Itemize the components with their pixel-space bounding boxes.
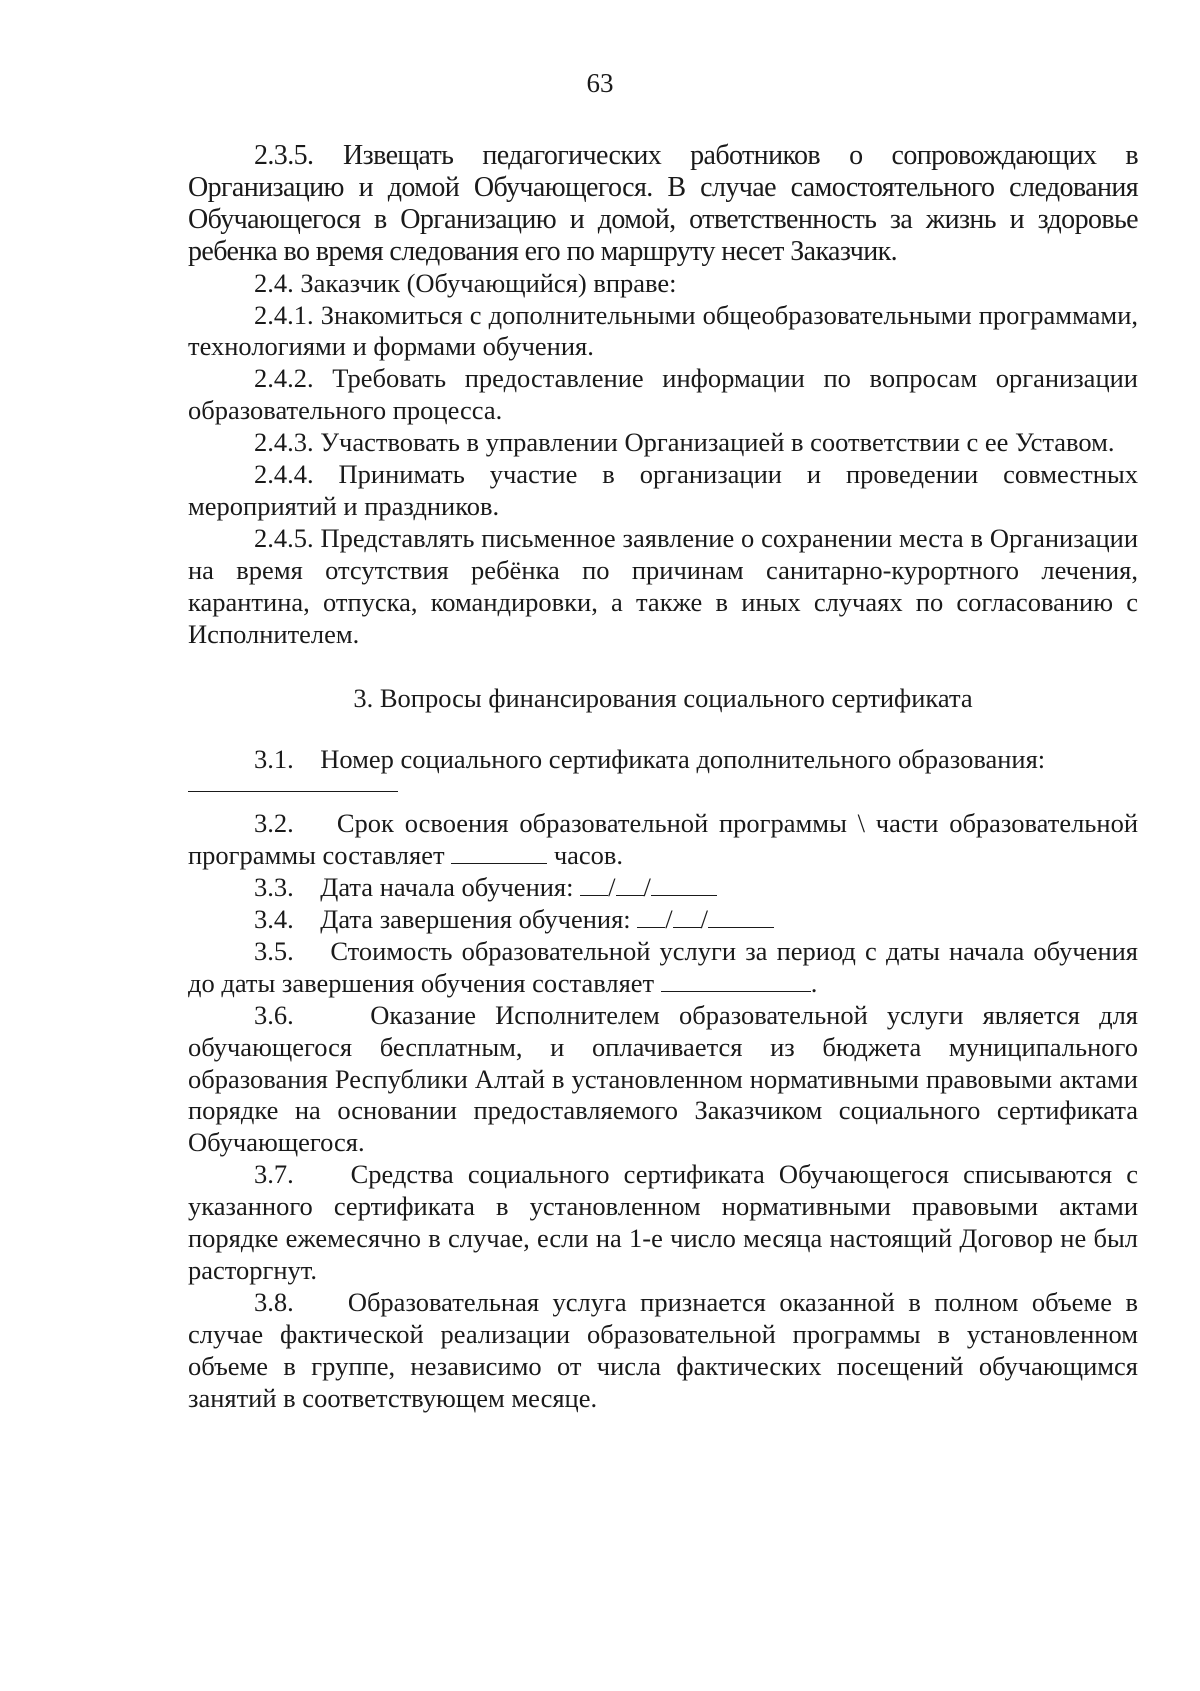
paragraph-number: 2.4.2. <box>254 363 314 394</box>
paragraph-number: 3.3. <box>254 872 294 903</box>
paragraph-number: 3.7. <box>254 1159 294 1190</box>
paragraph-number: 2.4.4. <box>254 459 314 490</box>
paragraph-number: 2.3.5. <box>254 140 314 171</box>
paragraph-3-1 <box>188 744 1138 776</box>
paragraph-text: Дата начала обучения: <box>320 872 574 903</box>
date-separator: / <box>665 904 673 935</box>
paragraph-text: Требовать предоставление информации по вопросам организации образовательного процесса. <box>188 363 1138 426</box>
paragraph-3-4 <box>188 904 1138 936</box>
paragraph-2-4-5 <box>188 523 1138 651</box>
paragraph-2-4-1 <box>188 300 1138 364</box>
date-separator: / <box>608 872 616 903</box>
paragraph-3-6 <box>188 1000 1138 1160</box>
date-separator: / <box>700 904 708 935</box>
paragraph-text: Стоимость образовательной услуги за период с даты начала обучения до даты завершения обучения составляет <box>188 935 1138 998</box>
paragraph-3-5 <box>188 936 1138 1000</box>
paragraph-2-4 <box>188 268 1138 300</box>
hours-blank <box>451 843 547 864</box>
paragraph-3-7 <box>188 1159 1138 1287</box>
year-blank <box>708 907 774 928</box>
paragraph-text-end: часов. <box>553 840 624 871</box>
paragraph-3-8 <box>188 1287 1138 1415</box>
certificate-number-blank <box>188 790 398 792</box>
day-blank <box>580 875 608 896</box>
month-blank <box>673 907 701 928</box>
paragraph-number: 3.8. <box>254 1286 294 1317</box>
paragraph-text: Принимать участие в организации и проведении совместных мероприятий и праздников. <box>188 459 1139 521</box>
paragraph-number: 3.1. <box>254 744 294 775</box>
paragraph-text: Дата завершения обучения: <box>320 904 631 935</box>
paragraph-text: Представлять письменное заявление о сохранении места в Организации на время отсутствия ребёнка по причинам санитарно-курортного лечения, карантина, отпуска, командировки, а также в иных случаях по согласованию с Исполнителем. <box>188 522 1139 649</box>
paragraph-text: Заказчик (Обучающийся) вправе: <box>300 267 677 298</box>
paragraph-2-3-5 <box>188 140 1138 268</box>
document-body <box>188 140 1138 1415</box>
paragraph-text: Образовательная услуга признается оказанной в полном объеме в случае фактической реализации образовательной программы в установленном объеме в группе, независимо от числа фактических посещений обучающимся занятий в соответствующем месяце. <box>188 1286 1138 1413</box>
year-blank <box>651 875 717 896</box>
paragraph-text: Номер социального сертификата дополнительного образования: <box>320 744 1046 775</box>
paragraph-number: 3.6. <box>254 999 294 1030</box>
paragraph-text-end: . <box>810 967 818 998</box>
paragraph-number: 2.4.5. <box>254 522 314 553</box>
paragraph-number: 3.5. <box>254 935 294 966</box>
paragraph-text: Знакомиться с дополнительными общеобразовательными программами, технологиями и формами обучения. <box>188 299 1139 362</box>
paragraph-3-2 <box>188 808 1138 872</box>
paragraph-number: 2.4.3. <box>254 427 314 458</box>
paragraph-number: 3.4. <box>254 904 294 935</box>
paragraph-text: Участвовать в управлении Организацией в соответствии с ее Уставом. <box>320 427 1115 458</box>
paragraph-number: 2.4.1. <box>254 299 314 330</box>
paragraph-2-4-3 <box>188 427 1138 459</box>
paragraph-2-4-2 <box>188 363 1138 427</box>
date-separator: / <box>643 872 651 903</box>
paragraph-number: 3.2. <box>254 808 294 839</box>
day-blank <box>637 907 665 928</box>
paragraph-number: 2.4. <box>254 267 294 298</box>
paragraph-text: Извещать педагогических работников о сопровождающих в Организацию и домой Обучающегося. В случае самостоятельного следования Обучающегося в Организацию и домой, ответственность за жизнь и здоровье ребенка во время следования его по маршруту несет Заказчик. <box>188 140 1139 267</box>
paragraph-3-3 <box>188 872 1138 904</box>
paragraph-2-4-4 <box>188 459 1138 523</box>
paragraph-text: Срок освоения образовательной программы \ части образовательной программы составляет <box>188 808 1139 871</box>
paragraph-text: Оказание Исполнителем образовательной услуги является для обучающегося бесплатным, и оплачивается из бюджета муниципального образования Республики Алтай в установленном нормативными правовыми актами порядке на основании предоставляемого Заказчиком социального сертификата Обучающегося. <box>188 999 1138 1158</box>
paragraph-text: Средства социального сертификата Обучающегося списываются с указанного сертификата в установленном нормативными правовыми актами порядке ежемесячно в случае, если на 1-е число месяца настоящий Договор не был расторгнут. <box>188 1159 1139 1285</box>
page-number: 63 <box>586 68 614 98</box>
month-blank <box>616 875 644 896</box>
section-heading: 3. Вопросы финансирования социального сертификата <box>353 682 973 713</box>
cost-blank <box>661 971 811 992</box>
